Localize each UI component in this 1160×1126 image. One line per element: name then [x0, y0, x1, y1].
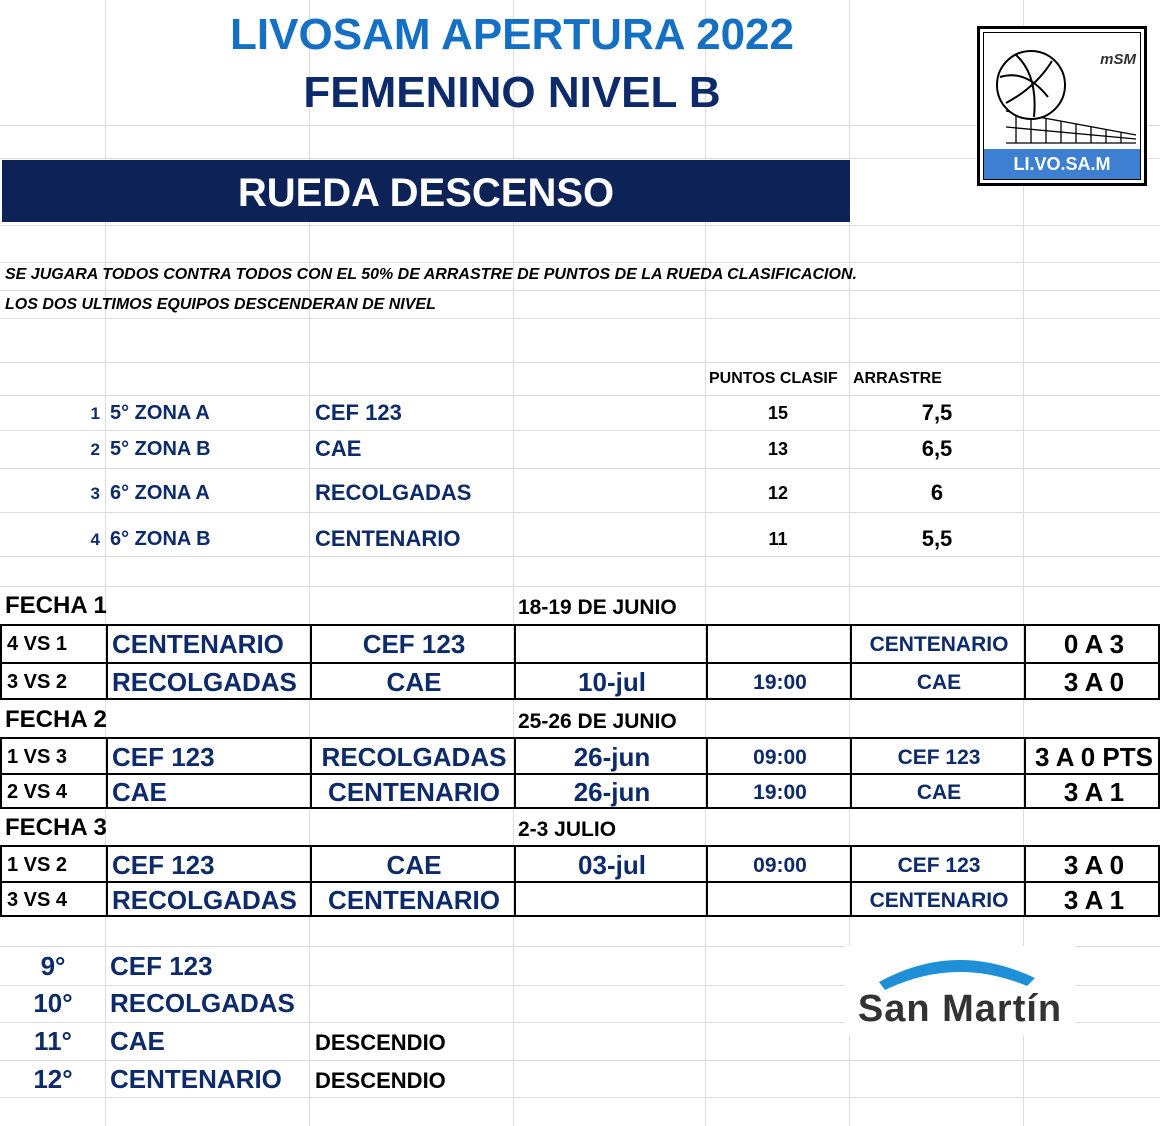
final-team: CEF 123 [110, 951, 213, 981]
match-home: RECOLGADAS [112, 885, 297, 915]
match-home: RECOLGADAS [112, 667, 297, 697]
match-away: CENTENARIO [328, 885, 500, 915]
match-pairing: 4 VS 1 [7, 633, 68, 655]
match-winner: CENTENARIO [869, 889, 1009, 912]
final-team: CENTENARIO [110, 1064, 282, 1094]
section-banner: RUEDA DESCENSO [2, 160, 850, 222]
match-away: CAE [386, 667, 442, 697]
match-home: CENTENARIO [112, 629, 284, 659]
match-home: CEF 123 [112, 850, 215, 880]
match-result: 3 A 0 PTS [1034, 742, 1153, 772]
fecha-date: 2-3 JULIO [518, 818, 617, 841]
match-winner: CEF 123 [897, 854, 981, 877]
standings-num: 2 [90, 440, 100, 459]
standings-carry: 6 [930, 480, 944, 505]
match-date [516, 626, 708, 661]
match-time: 09:00 [753, 854, 807, 877]
header-points: PUNTOS CLASIF [709, 370, 838, 387]
match-result: 3 A 0 [1063, 850, 1125, 880]
match-row [2, 664, 1158, 699]
standings-zone: 6° ZONA A [110, 482, 210, 504]
standings-num: 4 [90, 530, 100, 549]
standings-points: 15 [767, 403, 789, 423]
match-winner: CAE [916, 671, 962, 694]
final-position: 10° [33, 988, 73, 1018]
match-row [2, 626, 1158, 661]
match-away: RECOLGADAS [321, 742, 507, 772]
page-title: LIVOSAM APERTURA 2022 [230, 10, 794, 59]
rules-note-2: LOS DOS ULTIMOS EQUIPOS DESCENDERAN DE NIVEL [5, 296, 436, 313]
match-result: 0 A 3 [1063, 629, 1125, 659]
fixture-table [0, 845, 1160, 917]
standings-points: 12 [767, 483, 789, 503]
livosam-logo [977, 26, 1147, 186]
standings-team: RECOLGADAS [315, 480, 472, 505]
match-time: 19:00 [753, 671, 807, 694]
page-subtitle: FEMENINO NIVEL B [303, 68, 721, 117]
fecha-date: 18-19 DE JUNIO [518, 596, 677, 619]
match-date [516, 882, 708, 917]
standings-zone: 5° ZONA A [110, 402, 210, 424]
match-row [2, 847, 1158, 882]
match-home: CAE [112, 777, 167, 807]
sponsor-name: San Martín [857, 988, 1063, 1030]
fecha-label: FECHA 2 [5, 706, 107, 733]
final-note: DESCENDIO [315, 1030, 446, 1055]
standings-zone: 6° ZONA B [110, 528, 211, 550]
match-home: CEF 123 [112, 742, 215, 772]
match-pairing: 1 VS 2 [7, 854, 68, 876]
standings-points: 11 [768, 529, 788, 549]
match-winner: CEF 123 [897, 746, 981, 769]
final-team: RECOLGADAS [110, 988, 295, 1018]
match-result: 3 A 1 [1063, 885, 1125, 915]
match-time: 19:00 [753, 781, 807, 804]
match-winner: CAE [916, 781, 962, 804]
logo-label: LI.VO.SA.M [984, 149, 1140, 179]
match-time: 09:00 [753, 746, 807, 769]
standings-num: 3 [90, 484, 100, 503]
match-date: 03-jul [578, 850, 646, 880]
san-martin-logo [845, 946, 1075, 1036]
standings-points: 13 [767, 439, 789, 459]
fecha-label: FECHA 3 [5, 814, 107, 841]
standings-carry: 5,5 [921, 526, 953, 551]
fecha-date: 25-26 DE JUNIO [518, 710, 677, 733]
final-position: 12° [33, 1064, 73, 1094]
match-row [2, 882, 1158, 917]
match-result: 3 A 1 [1063, 777, 1125, 807]
rules-note-1: SE JUGARA TODOS CONTRA TODOS CON EL 50% DE ARRASTRE DE PUNTOS DE LA RUEDA CLASIFICACION. [5, 266, 857, 283]
match-away: CEF 123 [362, 629, 466, 659]
final-team: CAE [110, 1026, 165, 1056]
standings-carry: 6,5 [921, 436, 953, 461]
standings-num: 1 [90, 404, 100, 423]
final-note: DESCENDIO [315, 1068, 446, 1093]
standings-zone: 5° ZONA B [110, 438, 211, 460]
match-time [708, 626, 852, 661]
match-time [708, 882, 852, 917]
match-row [2, 739, 1158, 774]
logo-mark: mSM [1100, 51, 1136, 68]
match-pairing: 3 VS 4 [7, 889, 68, 911]
match-date: 26-jun [573, 742, 651, 772]
final-position: 9° [40, 951, 66, 981]
match-pairing: 3 VS 2 [7, 671, 68, 693]
fecha-label: FECHA 1 [5, 592, 107, 619]
standings-team: CEF 123 [315, 400, 402, 425]
standings-carry: 7,5 [921, 400, 953, 425]
standings-team: CAE [315, 436, 362, 461]
match-row [2, 774, 1158, 809]
standings-team: CENTENARIO [315, 526, 461, 551]
match-result: 3 A 0 [1063, 667, 1125, 697]
match-date: 26-jun [573, 777, 651, 807]
final-position: 11° [34, 1026, 72, 1056]
fixture-table [0, 624, 1160, 700]
match-pairing: 1 VS 3 [7, 746, 68, 768]
header-carry: ARRASTRE [853, 370, 942, 387]
match-away: CENTENARIO [328, 777, 500, 807]
fixture-table [0, 737, 1160, 809]
match-date: 10-jul [578, 667, 646, 697]
match-winner: CENTENARIO [869, 633, 1009, 656]
match-pairing: 2 VS 4 [7, 781, 68, 803]
match-away: CAE [386, 850, 442, 880]
